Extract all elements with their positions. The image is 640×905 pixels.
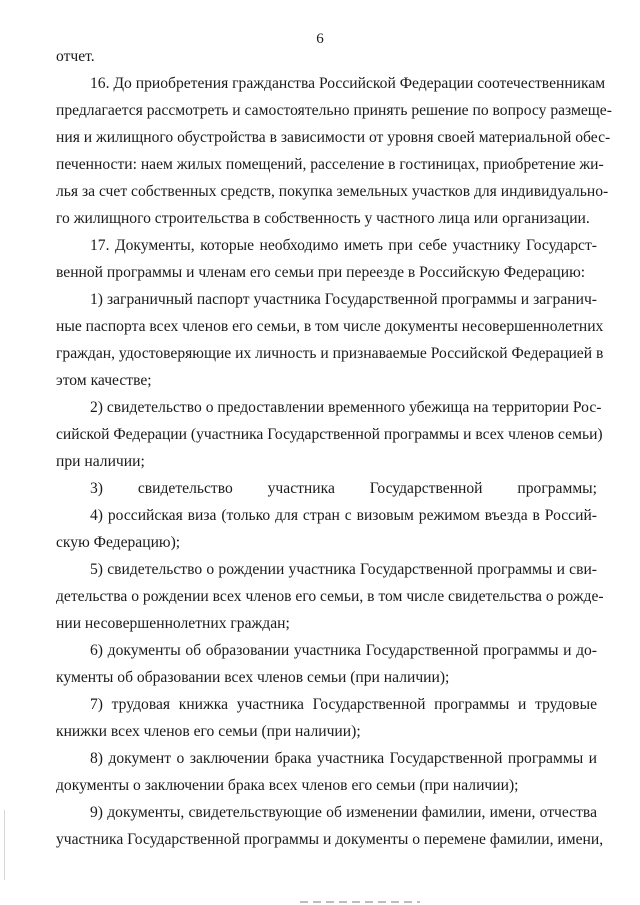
text-line: 6) документы об образовании участника Государственной программы и до-: [90, 642, 597, 659]
text-line: го жилищного строительства в собственность у частного лица или организации.: [56, 210, 590, 227]
text-line: 16. До приобретения гражданства Российской Федерации соотечественникам: [90, 75, 606, 92]
text-line: предлагается рассмотреть и самостоятельно принять решение по вопросу размеще-: [56, 102, 612, 119]
text-line: венной программы и членам его семьи при переезде в Российскую Федерацию:: [56, 264, 586, 281]
text-line: 17. Документы, которые необходимо иметь при себе участнику Государст-: [90, 237, 597, 254]
text-line: печенности: наем жилых помещений, расселение в гостиницах, приобретение жи-: [56, 156, 604, 173]
text-line: при наличии;: [56, 453, 145, 470]
text-line: отчет.: [56, 48, 95, 65]
text-line: лья за счет собственных средств, покупка земельных участков для индивидуально-: [56, 183, 609, 200]
text-line: 3) свидетельство участника Государственной программы;: [90, 480, 597, 497]
scan-edge-mark: [300, 901, 420, 903]
text-line: документы о заключении брака всех членов его семьи (при наличии);: [56, 777, 519, 794]
text-line: 8) документ о заключении брака участника Государственной программы и: [90, 750, 597, 767]
text-line: этом качестве;: [56, 372, 152, 389]
text-line: участника Государственной программы и документы о перемене фамилии, имени,: [56, 831, 604, 848]
scan-edge-mark: [4, 810, 5, 880]
text-line: кументы об образовании всех членов семьи (при наличии);: [56, 669, 450, 686]
page-number: 6: [316, 31, 324, 47]
text-line: 9) документы, свидетельствующие об изменении фамилии, имени, отчества: [90, 804, 597, 821]
text-line: нии несовершеннолетних граждан;: [56, 615, 290, 632]
text-line: 7) трудовая книжка участника Государственной программы и трудовые: [90, 696, 597, 713]
text-line: ния и жилищного обустройства в зависимости от уровня своей материальной обес-: [56, 129, 611, 146]
text-line: 1) заграничный паспорт участника Государственной программы и загранич-: [90, 291, 597, 308]
text-line: 5) свидетельство о рождении участника Государственной программы и сви-: [90, 561, 597, 578]
text-line: граждан, удостоверяющие их личность и признаваемые Российской Федерацией в: [56, 345, 604, 362]
text-line: сийской Федерации (участника Государственной программы и всех членов семьи): [56, 426, 603, 443]
text-line: ные паспорта всех членов его семьи, в том числе документы несовершеннолетних: [56, 318, 604, 335]
text-line: детельства о рождении всех членов его семьи, в том числе свидетельства о рожде-: [56, 588, 604, 605]
text-line: скую Федерацию);: [56, 534, 181, 551]
text-line: 2) свидетельство о предоставлении временного убежища на территории Рос-: [90, 399, 602, 416]
text-line: 4) российская виза (только для стран с визовым режимом въезда в Россий-: [90, 507, 597, 524]
text-line: книжки всех членов его семьи (при наличии);: [56, 723, 361, 740]
